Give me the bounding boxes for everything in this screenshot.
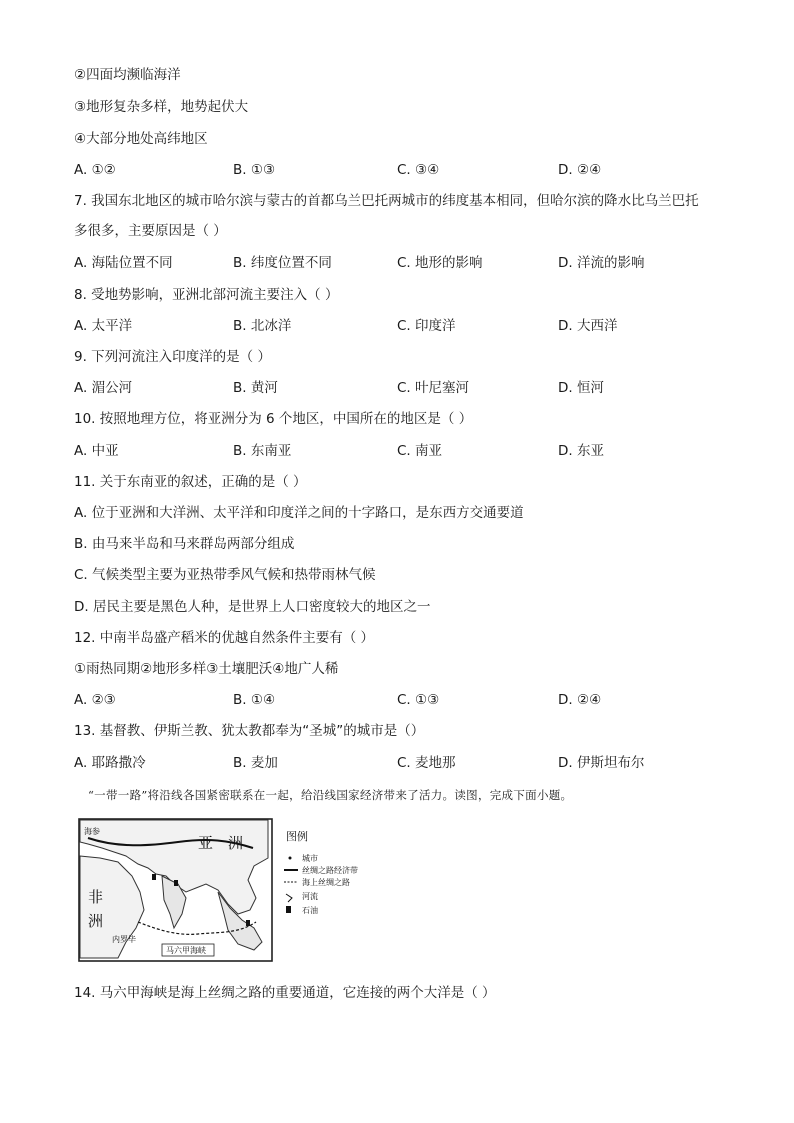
answer-option: C. ③④ xyxy=(397,162,440,178)
statement-line: ③地形复杂多样，地势起伏大 xyxy=(74,99,249,115)
answer-option: D. ②④ xyxy=(558,692,602,708)
answer-option: C. 地形的影响 xyxy=(397,255,483,271)
map-label-asia-1: 亚 xyxy=(198,834,214,852)
question-stem: 7. 我国东北地区的城市哈尔滨与蒙古的首都乌兰巴托两城市的纬度基本相同，但哈尔滨的降水比乌兰巴托 xyxy=(74,193,699,209)
answer-option: D. 洋流的影响 xyxy=(558,255,645,271)
answer-option: C. ①③ xyxy=(397,692,440,708)
answer-option: A. ②③ xyxy=(74,692,116,708)
answer-option: B. 黄河 xyxy=(233,380,278,396)
legend-item-river: 河流 xyxy=(302,892,318,901)
answer-option: D. 伊斯坦布尔 xyxy=(558,755,645,771)
answer-option: A. 海陆位置不同 xyxy=(74,255,173,271)
legend-item-maritime: 海上丝绸之路 xyxy=(302,878,350,887)
answer-option: D. 恒河 xyxy=(558,380,604,396)
answer-option: C. 气候类型主要为亚热带季风气候和热带雨林气候 xyxy=(74,567,376,583)
question-stem: 10. 按照地理方位，将亚洲分为 6 个地区，中国所在的地区是（ ） xyxy=(74,411,473,427)
oil-symbol xyxy=(246,920,250,926)
answer-option: A. ①② xyxy=(74,162,116,178)
question-stem: 11. 关于东南亚的叙述，正确的是（ ） xyxy=(74,474,307,490)
answer-option: B. ①④ xyxy=(233,692,276,708)
answer-option: B. 由马来半岛和马来群岛两部分组成 xyxy=(74,536,295,552)
legend-oil-symbol xyxy=(286,906,291,913)
statement-line: ④大部分地处高纬地区 xyxy=(74,131,208,147)
answer-option: D. 大西洋 xyxy=(558,318,618,334)
answer-option: C. 叶尼塞河 xyxy=(397,380,470,396)
answer-option: C. 南亚 xyxy=(397,443,443,459)
answer-option: B. 纬度位置不同 xyxy=(233,255,332,271)
map-label-asia-2: 洲 xyxy=(228,834,244,852)
oil-symbol xyxy=(152,874,156,880)
question-stem: ①雨热同期②地形多样③土壤肥沃④地广人稀 xyxy=(74,661,339,677)
legend-river-symbol xyxy=(286,894,292,902)
answer-option: D. ②④ xyxy=(558,162,602,178)
oil-symbol xyxy=(174,880,178,886)
map-label-nairobi: 内罗毕 xyxy=(112,935,136,944)
answer-option: A. 耶路撒冷 xyxy=(74,755,146,771)
question-stem: 14. 马六甲海峡是海上丝绸之路的重要通道，它连接的两个大洋是（ ） xyxy=(74,985,496,1001)
belt-and-road-map xyxy=(78,818,408,964)
legend-title: 图例 xyxy=(286,830,308,843)
answer-option: D. 东亚 xyxy=(558,443,604,459)
answer-option: C. 麦地那 xyxy=(397,755,456,771)
question-stem: 13. 基督教、伊斯兰教、犹太教都奉为“圣城”的城市是（） xyxy=(74,723,425,739)
question-stem: 12. 中南半岛盛产稻米的优越自然条件主要有（ ） xyxy=(74,630,375,646)
question-stem: 多很多，主要原因是（ ） xyxy=(74,223,227,239)
question-stem: 9. 下列河流注入印度洋的是（ ） xyxy=(74,349,271,365)
answer-option: B. ①③ xyxy=(233,162,276,178)
answer-option: A. 湄公河 xyxy=(74,380,133,396)
map-label-africa-2: 洲 xyxy=(88,912,104,930)
statement-line: ②四面均濒临海洋 xyxy=(74,67,181,83)
legend-item-city: 城市 xyxy=(302,854,318,863)
legend-city-symbol xyxy=(289,857,292,860)
answer-option: B. 东南亚 xyxy=(233,443,292,459)
answer-option: D. 居民主要是黑色人种，是世界上人口密度较大的地区之一 xyxy=(74,599,431,615)
map-intro-text: “一带一路”将沿线各国紧密联系在一起，给沿线国家经济带来了活力。读图，完成下面小题。 xyxy=(88,788,573,802)
map-legend xyxy=(284,829,358,915)
answer-option: A. 位于亚洲和大洋洲、太平洋和印度洋之间的十字路口，是东西方交通要道 xyxy=(74,505,524,521)
question-stem: 8. 受地势影响，亚洲北部河流主要注入（ ） xyxy=(74,287,339,303)
legend-item-belt: 丝绸之路经济带 xyxy=(302,866,358,875)
answer-option: A. 中亚 xyxy=(74,443,119,459)
answer-option: C. 印度洋 xyxy=(397,318,456,334)
legend-item-oil: 石油 xyxy=(302,906,318,915)
map-label-ne: 海参 xyxy=(84,827,100,836)
answer-option: A. 太平洋 xyxy=(74,318,133,334)
map-label-africa-1: 非 xyxy=(88,888,104,906)
answer-option: B. 北冰洋 xyxy=(233,318,292,334)
map-label-malacca: 马六甲海峡 xyxy=(166,946,206,955)
answer-option: B. 麦加 xyxy=(233,755,278,771)
